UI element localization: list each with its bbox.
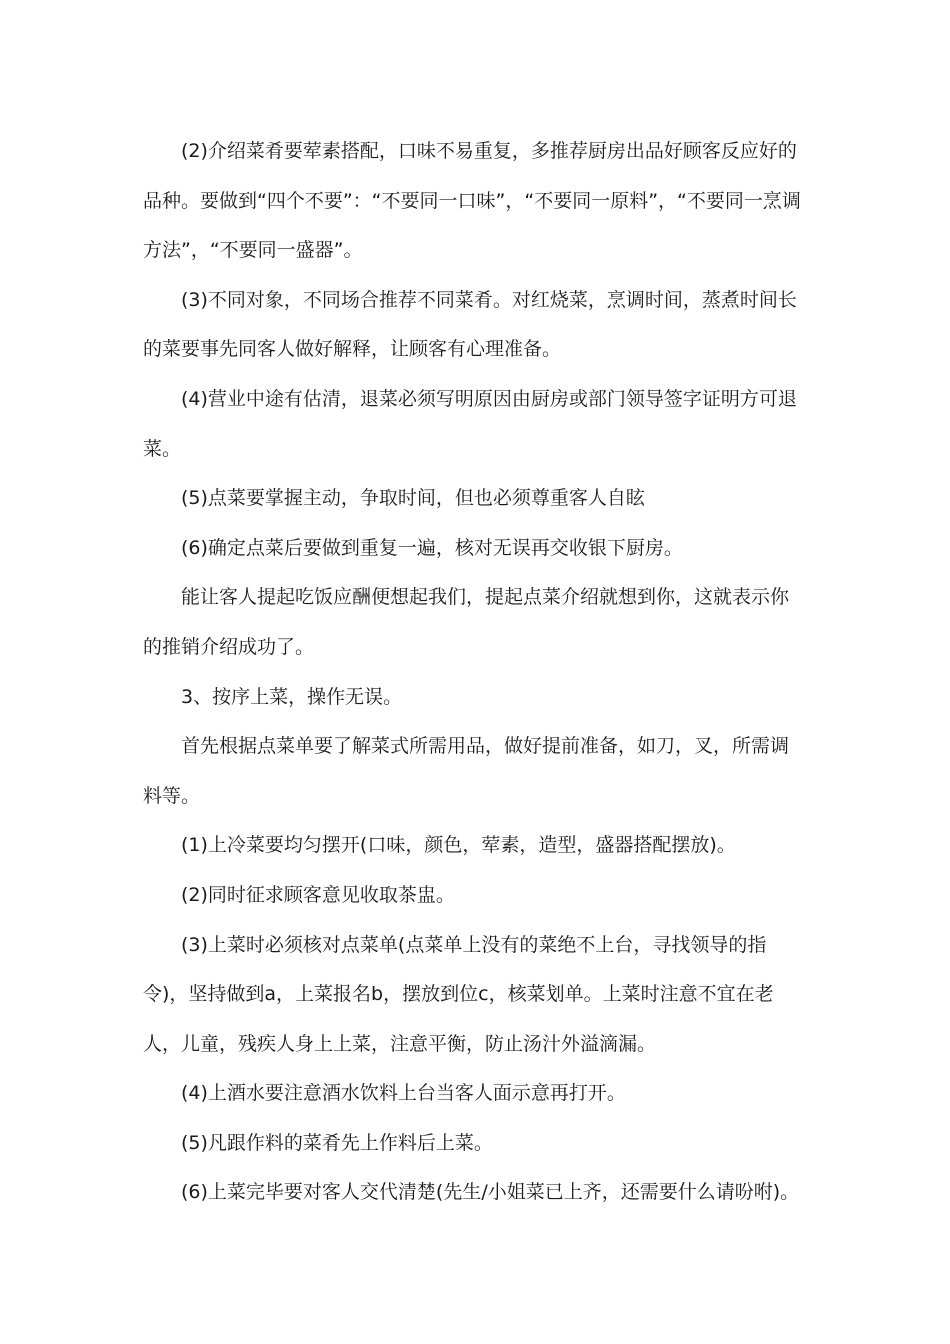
paragraph: (4)营业中途有估清，退菜必须写明原因由厨房或部门领导签字证明方可退菜。 <box>143 387 797 460</box>
paragraph: 能让客人提起吃饭应酬便想起我们，提起点菜介绍就想到你，这就表示你的推销介绍成功了。 <box>143 586 790 658</box>
document-body <box>143 127 803 1218</box>
paragraph: (5)凡跟作料的菜肴先上作料后上菜。 <box>181 1131 493 1154</box>
paragraph: (6)确定点菜后要做到重复一遍，核对无误再交收银下厨房。 <box>181 536 683 559</box>
paragraph: (3)上菜时必须核对点菜单(点菜单上没有的菜绝不上台，寻找领导的指令)，坚持做到a，上菜报名b，摆放到位c，核菜划单。上菜时注意不宜在老人，儿童，残疾人身上上菜，注意平衡，防止汤汁外溢滴漏。 <box>143 933 774 1055</box>
paragraph: (3)不同对象，不同场合推荐不同菜肴。对红烧菜，烹调时间，蒸煮时间长的菜要事先同客人做好解释，让顾客有心理准备。 <box>143 288 797 361</box>
paragraph: (5)点菜要掌握主动，争取时间，但也必须尊重客人自眩 <box>181 487 645 510</box>
paragraph: (1)上冷菜要均匀摆开(口味，颜色，荤素，造型，盛器搭配摆放)。 <box>181 834 736 857</box>
paragraph: (4)上酒水要注意酒水饮料上台当客人面示意再打开。 <box>181 1082 626 1105</box>
paragraph: (2)介绍菜肴要荤素搭配，口味不易重复，多推荐厨房出品好顾客反应好的品种。要做到“四个不要”：“不要同一口味”，“不要同一原料”，“不要同一烹调方法”，“不要同一盛器”。 <box>143 140 801 262</box>
paragraph: 首先根据点菜单要了解菜式所需用品，做好提前准备，如刀，叉，所需调料等。 <box>143 735 790 807</box>
paragraph: (6)上菜完毕要对客人交代清楚(先生/小姐菜已上齐，还需要什么请吩咐)。 <box>181 1181 800 1204</box>
section-heading: 3、按序上菜，操作无误。 <box>181 685 403 708</box>
paragraph: (2)同时征求顾客意见收取茶盅。 <box>181 883 455 906</box>
